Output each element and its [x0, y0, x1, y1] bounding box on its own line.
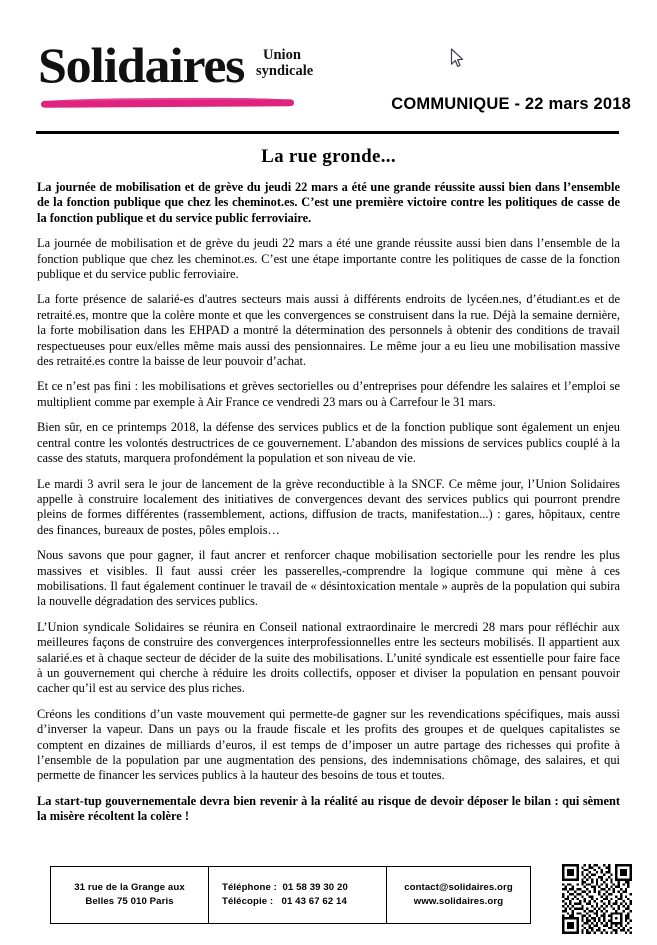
- logo-subtitle-line1: Union: [263, 47, 301, 63]
- paragraph-4: Et ce n’est pas fini : les mobilisations et grèves sectorielles ou d’entreprises pour défendre les salaires et l’emploi se multiplient comme par exemple à Air France ce vendredi 23 mars ou à Carrefour le 31 mars.: [37, 379, 620, 409]
- paragraph-1: La journée de mobilisation et de grève du jeudi 22 mars a été une grande réussite aussi bien dans l’ensemble de la fonction publique que chez les cheminot.es. C’est une première victoire contre les politiques de casse de la fonction publique et du service public ferroviaire.: [37, 180, 620, 225]
- paragraph-10: La start-tup gouvernementale devra bien revenir à la réalité au risque de devoir déposer le bilan : qui sèment la misère récoltent la colère !: [37, 793, 620, 824]
- footer-address-line1: 31 rue de la Grange aux: [74, 882, 185, 893]
- paragraph-6: Le mardi 3 avril sera le jour de lancement de la grève reconductible à la SNCF. Ce même jour, l’Union Solidaires appelle à construire localement des initiatives de convergences devant des services publics qui pourront prendre pleins de formes différentes (rassemblement, actions, diffusion de tracts, manifestation...) : gares, hôpitaux, centre des finances, bureaux de postes, pôles emplois…: [37, 476, 620, 537]
- article-body: [37, 180, 620, 835]
- footer-email[interactable]: contact@solidaires.org: [404, 882, 513, 893]
- paragraph-2: La journée de mobilisation et de grève du jeudi 22 mars a été une grande réussite aussi bien dans l’ensemble de la fonction publique que chez les cheminot.es. C’est une étape importante contre les politiques de casse de la fonction publique et du service public ferroviaire.: [37, 236, 620, 282]
- header-divider-rule: [36, 131, 619, 134]
- footer-telecopie: Télécopie : 01 43 67 62 14: [222, 896, 347, 907]
- paragraph-7: Nous savons que pour gagner, il faut ancrer et renforcer chaque mobilisation sectorielle pour les rendre les plus massives et visibles. Il faut aussi créer les passerelles,-comprendre la logique commune qui mène à ces mobilisations. Il faut également continuer le travail de « désintoxication mentale » auprès de la population qui subira la nouvelle dégradation des services publics.: [37, 548, 620, 609]
- footer-telephone: Téléphone : 01 58 39 30 20: [222, 882, 348, 893]
- page-title: La rue gronde...: [261, 146, 396, 167]
- solidaires-logo: [38, 24, 328, 114]
- qr-code-icon[interactable]: [562, 864, 632, 934]
- footer-web-cell: [387, 867, 530, 923]
- paragraph-5: Bien sûr, en ce printemps 2018, la défense des services publics et de la fonction publique sont également un enjeu central contre les volontés destructrices de ce gouvernement. L’abandon des missions de services publics couplé à la casse des statuts, marquera profondément la population et son niveau de vie.: [37, 420, 620, 466]
- paragraph-8: L’Union syndicale Solidaires se réunira en Conseil national extraordinaire le mercredi 28 mars pour réfléchir aux meilleures façons de construire des convergences interprofessionnelles entre les secteurs mobilisés. Il appartient aux salarié.es et à chaque secteur de décider de la suite des mobilisations. L’unité syndicale est essentielle pour faire face à un gouvernement qui cherche à réduire les droits collectifs, opposer et diviser la population en pensant pouvoir cacher qu’il est au service des plus riches.: [37, 619, 620, 696]
- footer-website[interactable]: www.solidaires.org: [413, 896, 504, 907]
- communique-header: COMMUNIQUE - 22 mars 2018: [391, 95, 631, 113]
- logo-accent-underline: [41, 99, 294, 108]
- paragraph-9: Créons les conditions d’un vaste mouvement qui permette-de gagner sur les revendications spécifiques, mais aussi d’inverser la vapeur. Dans un pays ou la fraude fiscale et les profits des groupes et de quelques capitalistes se comptent en dizaines de milliards d’euros, il est temps de d’imposer un autre partage des richesses qui profite à l’ensemble de la population par une augmentation des pensions, des indemnisations chômage, des salaires, et qui permette de financer les services publics à la hauteur des besoins de tous et toutes.: [37, 706, 620, 783]
- footer-address-cell: [51, 867, 209, 923]
- footer-address-line2: Belles 75 010 Paris: [85, 896, 174, 907]
- logo-wordmark: Solidaires: [38, 37, 245, 93]
- logo-subtitle: [256, 48, 366, 80]
- footer-contact-box: [50, 866, 531, 924]
- logo-subtitle-line2: syndicale: [256, 62, 314, 79]
- footer-phone-cell: [209, 867, 387, 923]
- masthead: [0, 0, 657, 133]
- paragraph-3: La forte présence de salarié-es d'autres secteurs mais aussi à différents endroits de lycéen.nes, d’étudiant.es et de retraité.es, montre que la colère monte et que les convergences se construisent dans la rue. Déjà la semaine dernière, la forte mobilisation dans les EHPAD a montré la détermination des personnels à obtenir des conditions de travail respectueuses pour eux/elles même mais aussi des pensionnaires. Le même jour a eu lieu une mobilisation massive des retraité.es contre la baisse de leur pouvoir d’achat.: [37, 292, 620, 369]
